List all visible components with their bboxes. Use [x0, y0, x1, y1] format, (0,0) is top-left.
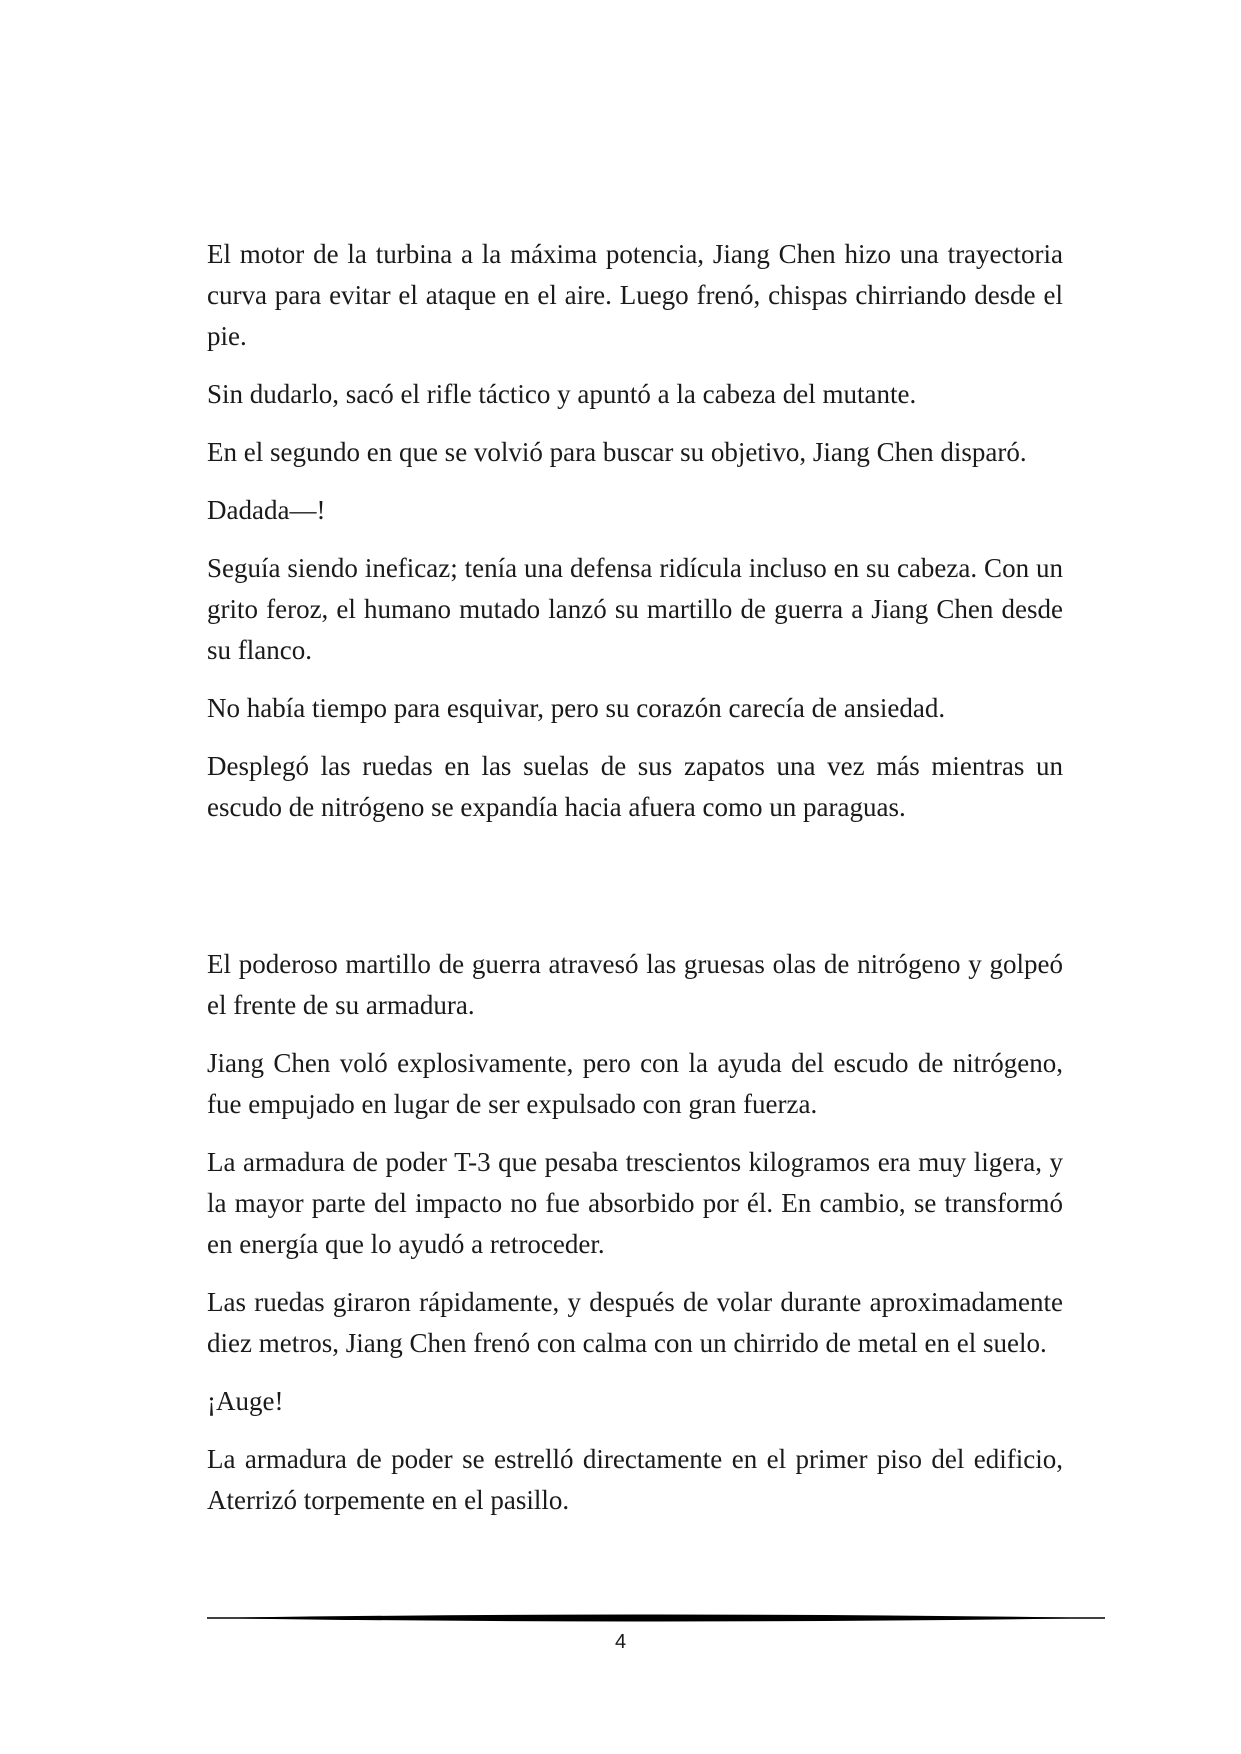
paragraph: Sin dudarlo, sacó el rifle táctico y apuntó a la cabeza del mutante. [207, 379, 917, 409]
paragraph: En el segundo en que se volvió para buscar su objetivo, Jiang Chen disparó. [207, 437, 1027, 467]
text-section-1 [207, 234, 1063, 845]
paragraph: La armadura de poder se estrelló directamente en el primer piso del edificio, Aterrizó torpemente en el pasillo. [207, 1444, 1063, 1515]
paragraph: Seguía siendo ineficaz; tenía una defensa ridícula incluso en su cabeza. Con un grito feroz, el humano mutado lanzó su martillo de guerra a Jiang Chen desde su flanco. [207, 553, 1063, 665]
paragraph: El motor de la turbina a la máxima potencia, Jiang Chen hizo una trayectoria curva para evitar el ataque en el aire. Luego frenó, chispas chirriando desde el pie. [207, 239, 1063, 351]
paragraph: Jiang Chen voló explosivamente, pero con la ayuda del escudo de nitrógeno, fue empujado en lugar de ser expulsado con gran fuerza. [207, 1048, 1063, 1119]
paragraph: ¡Auge! [207, 1386, 284, 1416]
paragraph: Dadada—! [207, 495, 326, 525]
text-section-2 [207, 944, 1063, 1538]
paragraph: Desplegó las ruedas en las suelas de sus zapatos una vez más mientras un escudo de nitrógeno se expandía hacia afuera como un paraguas. [207, 751, 1063, 822]
paragraph: Las ruedas giraron rápidamente, y después de volar durante aproximadamente diez metros, Jiang Chen frenó con calma con un chirrido de metal en el suelo. [207, 1287, 1063, 1358]
paragraph: No había tiempo para esquivar, pero su corazón carecía de ansiedad. [207, 693, 946, 723]
page-number: 4 [614, 1631, 627, 1653]
paragraph: La armadura de poder T-3 que pesaba trescientos kilogramos era muy ligera, y la mayor parte del impacto no fue absorbido por él. En cambio, se transformó en energía que lo ayudó a retroceder. [207, 1147, 1063, 1259]
paragraph: El poderoso martillo de guerra atravesó las gruesas olas de nitrógeno y golpeó el frente de su armadura. [207, 949, 1063, 1020]
footer-divider [207, 1612, 1105, 1624]
